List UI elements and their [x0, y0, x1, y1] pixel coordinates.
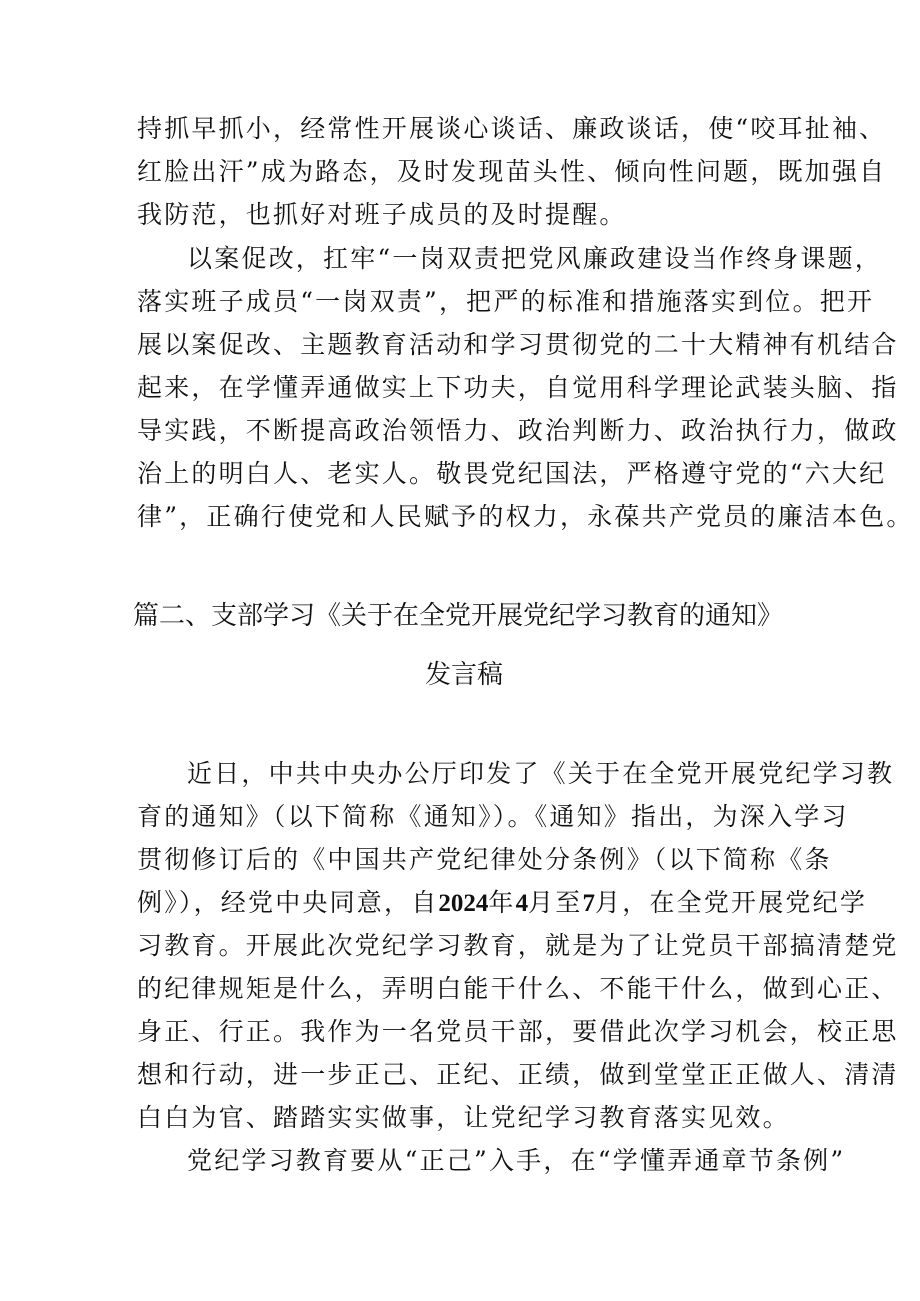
paragraph-line: 育的通知》（以下简称《通知》）。《通知》指出，为深入学习	[137, 802, 849, 831]
paragraph-line: 的纪律规矩是什么，弄明白能干什么、不能干什么，做到心正、	[137, 974, 899, 1003]
text-run: 月至	[528, 888, 583, 917]
paragraph-line: 想和行动，进一步正己、正纪、正绩，做到堂堂正正做人、清清	[137, 1060, 899, 1089]
paragraph-line: 以案促改，扛牢“一岗双责把党风廉政建设当作终身课题，	[187, 244, 882, 273]
paragraph-line: 党纪学习教育要从“正己”入手，在“学懂弄通章节条例”	[187, 1146, 846, 1175]
paragraph-line: 身正、行正。我作为一名党员干部，要借此次学习机会，校正思	[137, 1017, 899, 1046]
paragraph-line: 落实班子成员“一岗双责”，把严的标准和措施落实到位。把开	[137, 287, 875, 316]
text-run: 月，在全党开展党纪学	[595, 888, 868, 917]
paragraph-line: 习教育。开展此次党纪学习教育，就是为了让党员干部搞清楚党	[137, 931, 899, 960]
paragraph-line: 治上的明白人、老实人。敬畏党纪国法，严格遵守党的“六大纪	[137, 459, 887, 488]
paragraph-line: 持抓早抓小，经常性开展谈心谈话、廉政谈话，使“咬耳扯袖、	[137, 114, 887, 143]
paragraph-line: 我防范，也抓好对班子成员的及时提醒。	[137, 200, 627, 229]
text-run: 年	[488, 888, 516, 917]
paragraph-line: 展以案促改、主题教育活动和学习贯彻党的二十大精神有机结合	[137, 330, 899, 359]
paragraph-line: 近日，中共中央办公厅印发了《关于在全党开展党纪学习教	[187, 759, 895, 788]
paragraph-line: 起来，在学懂弄通做实上下功夫，自觉用科学理论武装头脑、指	[137, 373, 899, 402]
text-run: 例》），经党中央同意，自	[137, 888, 439, 917]
paragraph-line: 白白为官、踏踏实实做事，让党纪学习教育落实见效。	[137, 1103, 790, 1132]
section-heading-continued: 发言稿	[425, 660, 504, 690]
paragraph-line: 红脸出汗”成为路态，及时发现苗头性、倾向性问题，既加强自	[137, 157, 887, 186]
paragraph-line-with-dates	[137, 888, 867, 919]
month-start-number: 4	[515, 890, 529, 917]
month-end-number: 7	[582, 890, 596, 917]
paragraph-line: 贯彻修订后的《中国共产党纪律处分条例》（以下简称《条	[137, 845, 832, 874]
paragraph-line: 律”，正确行使党和人民赋予的权力，永葆共产党员的廉洁本色。	[137, 502, 914, 531]
paragraph-line: 导实践，不断提高政治领悟力、政治判断力、政治执行力，做政	[137, 416, 899, 445]
year-number: 2024	[438, 890, 489, 917]
section-heading: 篇二、支部学习《关于在全党开展党纪学习教育的通知》	[133, 601, 784, 631]
